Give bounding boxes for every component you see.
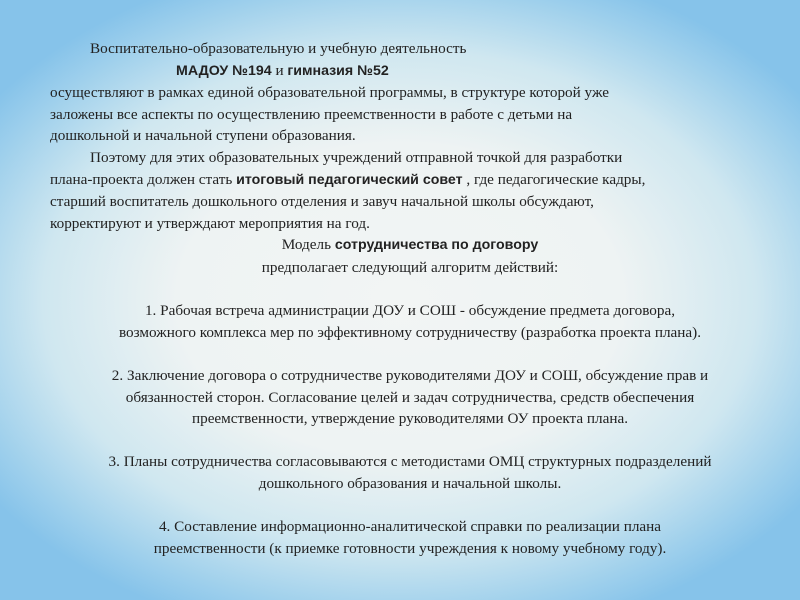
school-name-gymnasium: гимназия №52: [287, 62, 389, 79]
spacer: [50, 430, 770, 452]
step-line: 4. Составление информационно-аналитической справки по реализации плана: [158, 518, 662, 536]
step-item: [50, 365, 770, 430]
step-item: [50, 300, 770, 343]
intro-line-3: осуществляют в рамках единой образовательной программы, в структуре которой уже: [50, 84, 609, 102]
step-line: 2. Заключение договора о сотрудничестве руководителями ДОУ и СОШ, обсуждение прав и: [111, 366, 709, 384]
cooperation-term: сотрудничества по договору: [334, 237, 539, 254]
intro-line-4: заложены все аспекты по осуществлению преемственности в работе с детьми на: [50, 105, 573, 123]
intro-line-2: [50, 60, 770, 83]
step-line: преемственности, утверждение руководителями ОУ проекта плана.: [191, 410, 629, 428]
model-line-1: [50, 234, 770, 257]
intro-line-1: Воспитательно-образовательную и учебную деятельность: [90, 40, 467, 57]
step-line: обязанностей сторон. Согласование целей и задач сотрудничества, средств обеспечения: [125, 388, 695, 406]
spacer: [50, 343, 770, 365]
para2-line-1: Поэтому для этих образовательных учреждений отправной точкой для разработки: [90, 148, 623, 166]
school-name-madou: МАДОУ №194: [176, 62, 272, 79]
intro-line-5: дошкольной и начальной ступени образования.: [50, 127, 356, 145]
para2-line-2-end: , где педагогические кадры,: [462, 170, 646, 188]
step-line: 1. Рабочая встреча администрации ДОУ и СОШ - обсуждение предмета договора,: [144, 302, 676, 320]
para2-line-3: старший воспитатель дошкольного отделения и завуч начальной школы обсуждают,: [50, 193, 594, 211]
model-line-1-start: Модель: [281, 236, 335, 254]
conjunction: и: [271, 61, 288, 79]
slide-text: [50, 38, 770, 559]
step-line: возможного комплекса мер по эффективному сотрудничеству (разработка проекта плана).: [118, 323, 701, 341]
step-line: 3. Планы сотрудничества согласовываются с методистами ОМЦ структурных подразделений: [108, 453, 712, 471]
para2-line-4: корректируют и утверждают мероприятия на год.: [50, 214, 370, 232]
spacer: [50, 279, 770, 301]
step-item: [50, 451, 770, 494]
model-line-2: предполагает следующий алгоритм действий:: [261, 258, 559, 276]
step-line: дошкольного образования и начальной школы.: [258, 474, 562, 492]
spacer: [50, 494, 770, 516]
para2-line-2-start: плана-проекта должен стать: [50, 170, 237, 188]
step-item: [50, 516, 770, 559]
para2-line-2: [50, 169, 770, 192]
step-line: преемственности (к приемке готовности учреждения к новому учебному году).: [153, 539, 667, 557]
final-council-term: итоговый педагогический совет: [236, 171, 463, 188]
